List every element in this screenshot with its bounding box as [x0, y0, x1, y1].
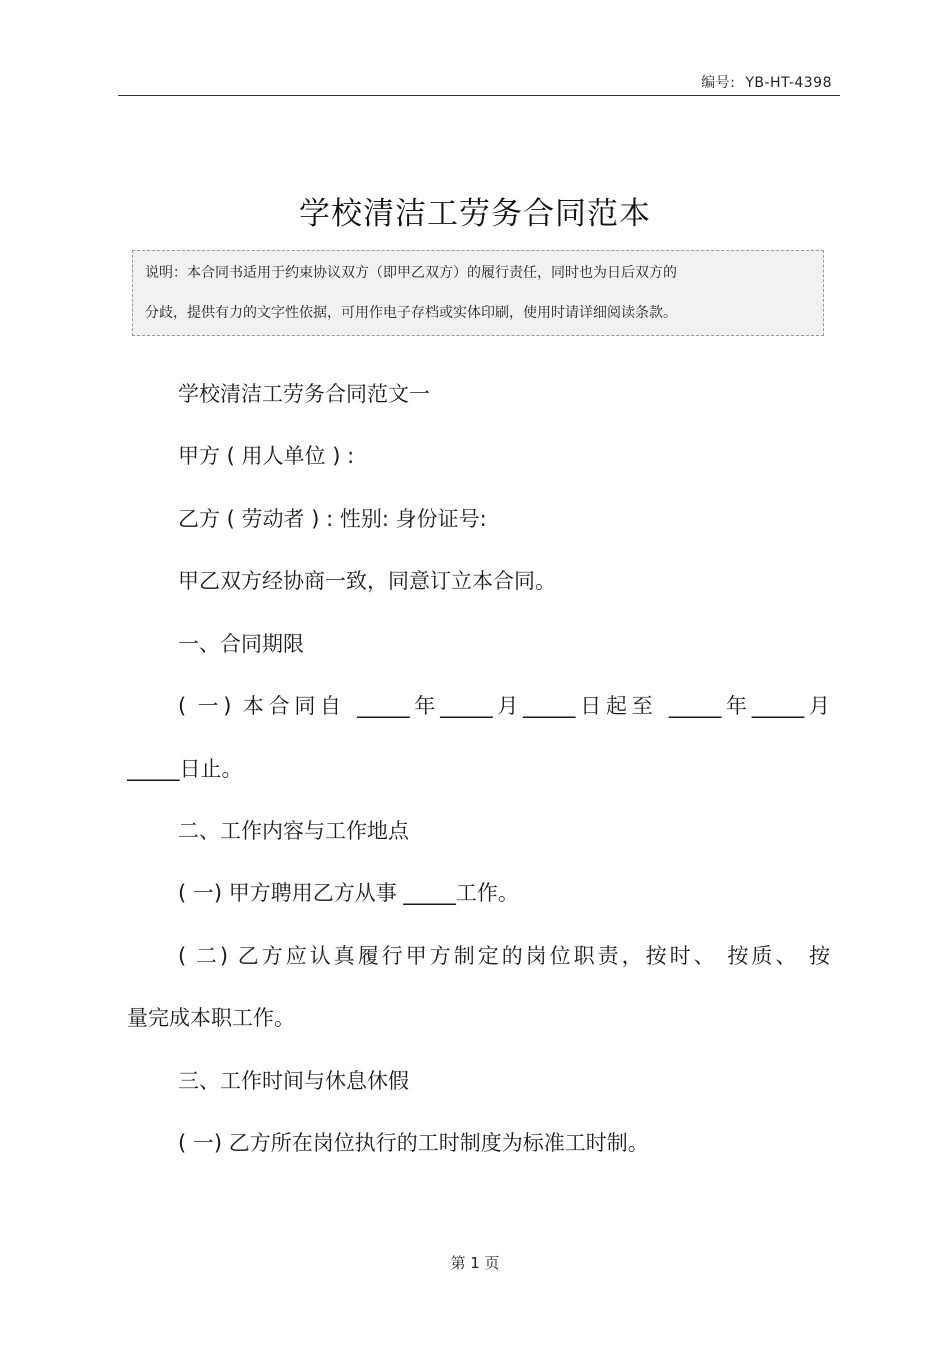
document-code-label: 编号:: [701, 75, 736, 91]
document-code-value: YB-HT-4398: [745, 75, 832, 91]
clause-work-2: ( 二) 乙方应认真履行甲方制定的岗位职责，按时、 按质、 按: [178, 944, 830, 968]
clause-work-2-continued: 量完成本职工作。: [127, 1006, 295, 1030]
party-b-line: 乙方 ( 劳动者 ) : 性别: 身份证号:: [178, 507, 487, 531]
clause-work-1: ( 一) 甲方聘用乙方从事 _____工作。: [178, 881, 519, 905]
header-divider: [118, 95, 840, 96]
clause-heading-work: 二、工作内容与工作地点: [178, 819, 409, 843]
party-a-line: 甲方 ( 用人单位 ) :: [178, 444, 355, 468]
clause-term-1: ( 一) 本合同自 _____年_____月_____日起至 _____年_____月: [178, 694, 830, 718]
clause-heading-hours: 三、工作时间与休息休假: [178, 1069, 409, 1093]
page-number: 第 1 页: [450, 1254, 500, 1272]
document-title: 学校清洁工劳务合同范本: [299, 196, 651, 232]
note-line-1: 说明：本合同书适用于约束协议双方（即甲乙双方）的履行责任，同时也为日后双方的: [145, 265, 677, 281]
clause-hours-1: ( 一) 乙方所在岗位执行的工时制度为标准工时制。: [178, 1131, 649, 1155]
section-heading-sample-one: 学校清洁工劳务合同范文一: [178, 382, 430, 406]
note-line-2: 分歧，提供有力的文字性依据，可用作电子存档或实体印刷，使用时请详细阅读条款。: [145, 305, 677, 321]
document-code: [701, 72, 832, 92]
clause-heading-term: 一、合同期限: [178, 632, 304, 656]
clause-term-1-continued: _____日止。: [127, 757, 243, 781]
agreement-statement: 甲乙双方经协商一致，同意订立本合同。: [178, 569, 556, 593]
instruction-note-box: [132, 250, 824, 336]
